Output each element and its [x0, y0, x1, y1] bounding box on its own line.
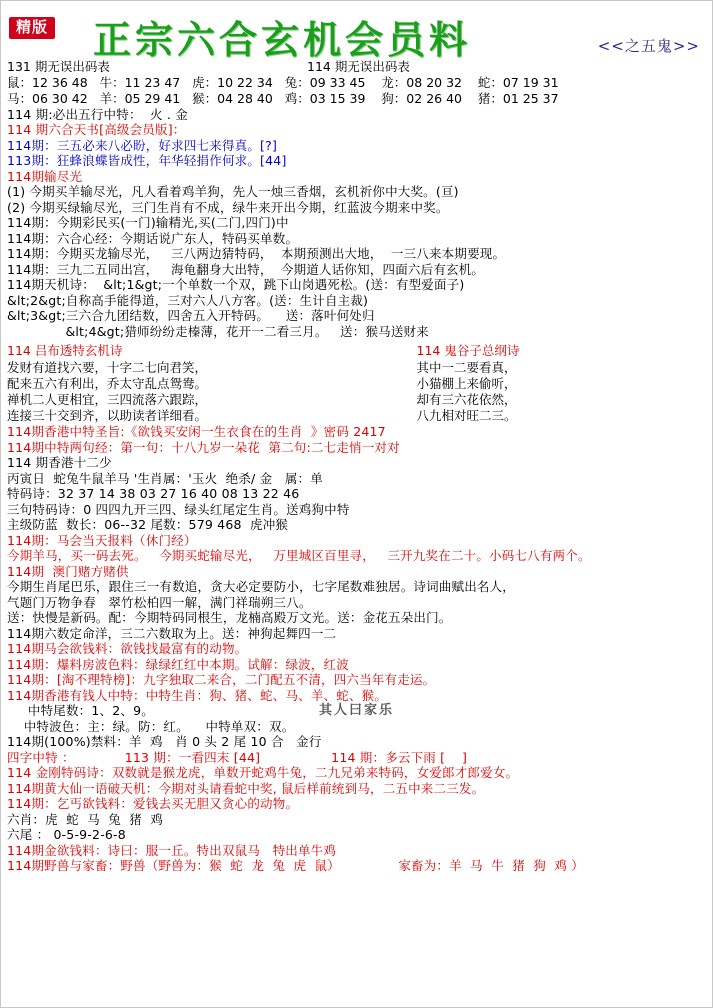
text-line: 114期 澳门赌方赌供	[7, 563, 129, 579]
zodiac-row-1: 鼠：12 36 48 牛：11 23 47 虎：10 22 34 兔：09 33 45 龙：08 20 32 蛇：07 19 31	[7, 74, 559, 90]
text-line: 今期生肖尾巴乐，跟住三一有数追，贪大必定要防小，七字尾数难独居。诗词曲赋出名人，	[7, 579, 516, 594]
text-line: 114期六数定命洋，三二六数取为上。送：神狗起舞四一二	[7, 625, 337, 641]
poem-left	[7, 341, 357, 424]
poem-left-line: 配来五六有利出，乔太守乱点鸳鸯。	[7, 376, 208, 391]
text-line: &lt;3&gt;三六合九团结数，四舍五入开特码。 送：落叶何处归	[7, 308, 375, 323]
text-line: 送：快慢是新码。配：今期特码同根生，龙楠高殿万文光。送：金花五朵出门。	[7, 610, 452, 625]
zodiac-row-2: 马：06 30 42 羊：05 29 41 猴：04 28 40 鸡：03 15 39 狗：02 26 40 猪：01 25 37	[7, 90, 559, 106]
poem-right-line: 八九相对旺二三。	[416, 408, 517, 423]
text-line: 中特波色：主：绿。防：红。 中特单双：双。	[7, 718, 295, 734]
text-line: 主级防蓝 数长：06--32 尾数：579 468 虎冲猴	[7, 517, 289, 532]
text-line: 114期：三五必来八必盼，好求四七来得真。[?]	[7, 137, 278, 153]
text-line: 今期羊马，买一码去死。 今期买蛇输尽光， 万里城区百里寻， 三开九奖在二十。小码七八有两个。	[7, 548, 591, 563]
text-line: 特码诗：32 37 14 38 03 27 16 40 08 13 22 46	[7, 486, 300, 501]
poem-right-title: 114 鬼谷子总纲诗	[416, 343, 520, 358]
text-line: &lt;2&gt;自称高手能得道，三对六人八方客。(送：生计自主裁)	[7, 292, 369, 308]
text-line: 114期黄大仙一语破天机：今期对头请看蛇中奖, 鼠后样前统到马，二五中来二三发。	[7, 780, 485, 796]
text-line: 六肖：虎 蛇 马 兔 猪 鸡	[7, 811, 164, 827]
text-line: 114期马会欲钱料：欲钱找最富有的动物。	[7, 641, 248, 656]
text-line: 四字中特 ： 113 期：一看四末 [44] 114 期：多云下雨 [ ]	[7, 749, 468, 765]
page-subtitle: <<之五鬼>>	[597, 37, 700, 55]
text-line: 114期中特两句经：第一句：十八九岁一朵花 第二句:二七走悄一对对	[7, 439, 400, 455]
text-line: 114期天机诗： &lt;1&gt;一个单数一个双，跳下山岗遇死松。(送：有型爱面子)	[7, 277, 465, 292]
text-line: 气题门万物争春 翠竹松柏四一解，满门祥瑞朔三八。	[7, 594, 312, 610]
table-heading-left: 131 期无误出码表	[7, 59, 110, 74]
text-line: 114期野兽与家畜：野兽（野兽为：猴 蛇 龙 兔 虎 鼠） 家畜为：羊 马 牛 猪 狗 鸡 ）	[7, 858, 584, 873]
poem-right-line: 其中一二要看真，	[416, 360, 517, 375]
text-line: 六尾 ： 0-5-9-2-6-8	[7, 827, 126, 842]
text-line: 114期金欲钱料：诗曰：服一丘。特出双鼠马 特出单牛鸡	[7, 842, 337, 858]
text-line: 114期：[淘不理特榜]：九字独取二来合，二门配五不清，四六当年有走运。	[7, 672, 436, 687]
poem-right-line: 小猫棚上来偷听，	[416, 376, 517, 391]
wuxing-line: 114 期:必出五行中特： 火 . 金	[7, 106, 188, 122]
text-line: 114期香港有钱人中特：中特生肖：狗、猪、蛇、马、羊、蛇、猴。	[7, 687, 388, 703]
text-line: 114期：今期彩民买(一门)输精光,买(二门,四门)中	[7, 215, 289, 230]
text-line: 114 期六合天书[高级会员版]：	[7, 122, 186, 137]
section-block-3	[7, 719, 706, 874]
watermark-text: 其人曰家乐	[318, 703, 394, 718]
text-line: 114期：乞丐欲钱料：爱钱去买无胆又贪心的动物。	[7, 796, 299, 811]
edition-badge: 精版	[9, 17, 55, 39]
poem-left-line: 禅机二人更相宜，三四流落六跟踪，	[7, 392, 208, 407]
section-block-1	[7, 122, 706, 339]
text-line: 113期：狂蜂浪蝶皆成性，年华轻捐作何求。[44]	[7, 153, 287, 168]
text-line: 中特尾数：1、2、9。	[7, 703, 154, 718]
page-header	[7, 5, 706, 62]
text-line: 114期输尽光	[7, 168, 83, 184]
text-line: 114期(100%)禁料：羊 鸡 肖 0 头 2 尾 10 合 金行	[7, 734, 322, 749]
text-line: 三句特码诗：0 四四九开三四、绿头红尾定生肖。送鸡狗中特	[7, 501, 350, 517]
poem-right	[357, 341, 707, 424]
text-line: (2) 今期买绿输尽光，三门生肖有不成，绿牛来开出今期，红蓝波今期来中奖。	[7, 199, 449, 215]
poem-left-line: 发财有道找六要，十字二七向君笑，	[7, 360, 208, 375]
table-heading-right: 114 期无误出码表	[307, 59, 410, 74]
poem-right-line: 却有三六花依然，	[416, 392, 517, 407]
text-line: &lt;4&gt;猎师纷纷走榛薄，花开一二看三月。 送：猴马送财来	[7, 323, 429, 339]
text-line: 114期：马会当天报料（休门经）	[7, 532, 197, 548]
section-block-2	[7, 424, 706, 703]
text-line: 114 金刚特码诗：双数就是猴龙虎，单数开蛇鸡牛兔，二九兄弟来特码，女爱郎才郎爱女。	[7, 765, 519, 780]
text-line: (1) 今期买羊输尽光，凡人看着鸡羊狗，先人一烛三香烟，玄机祈你中大奖。(亘)	[7, 184, 459, 199]
text-line: 114期：六合心经：今期话说广东人，特码买单数。	[7, 230, 299, 246]
text-line: 丙寅日 蛇兔牛鼠羊马 '生肖属：'玉火 绝杀/ 金 属：单	[7, 470, 323, 486]
text-line: 114期：三九二五同出宫， 海龟翻身大出特， 今期道人话你知，四面六后有玄机。	[7, 261, 485, 277]
poem-left-line: 连接三十交到齐，以助读者详细看。	[7, 408, 208, 423]
poem-left-title: 114 吕布透特玄机诗	[7, 343, 123, 358]
text-line: 114期：爆料房波色料：绿绿红红中本期。试解：绿波，红波	[7, 656, 349, 672]
page-title: 正宗六合玄机会员料	[93, 17, 472, 62]
poem-section	[7, 341, 706, 424]
text-line: 114 期香港十二少	[7, 455, 112, 470]
text-line: 114期香港中特圣旨:《欲钱买安闲一生衣食在的生肖 》密码 2417	[7, 424, 386, 439]
text-line: 114期：今期买龙输尽光， 三八两边猜特码， 本期预测出大地， 一三八来本期要现。	[7, 246, 506, 261]
